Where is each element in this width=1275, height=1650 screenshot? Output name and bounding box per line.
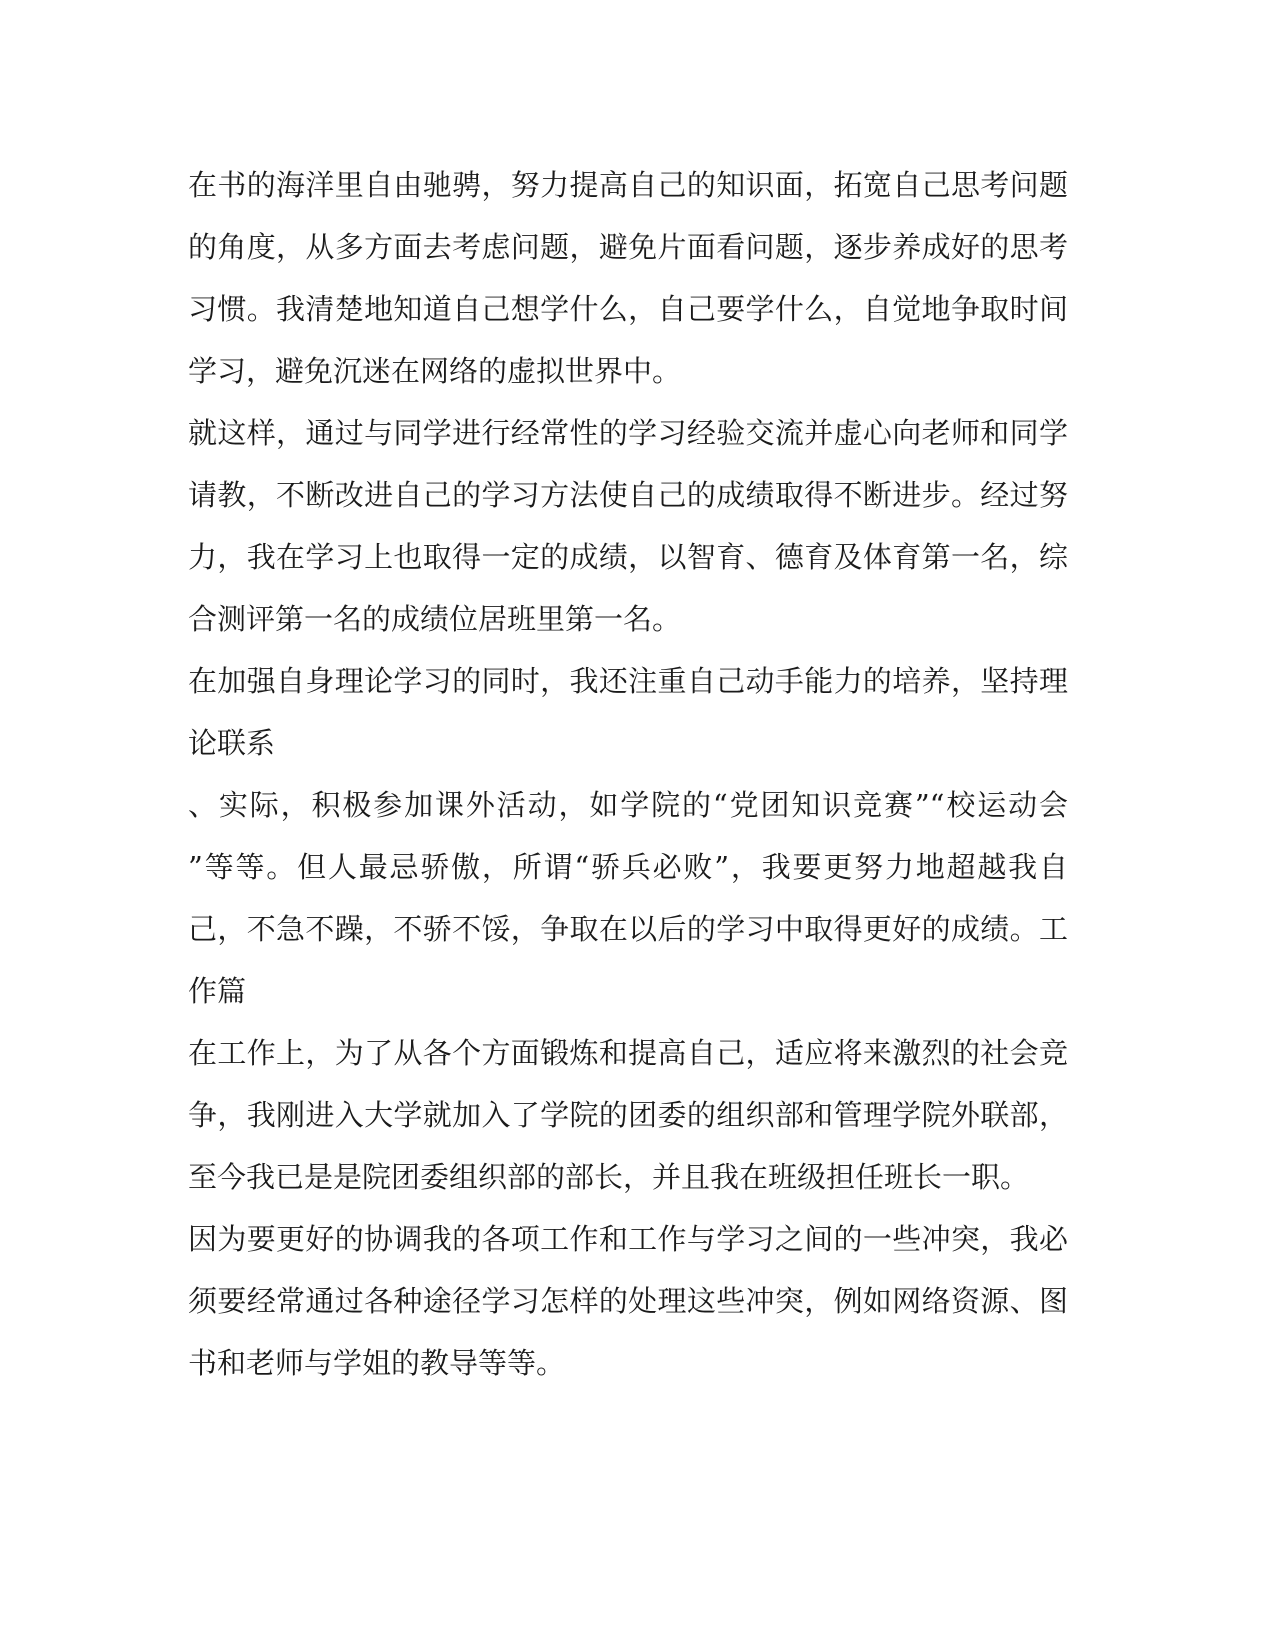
text-line: 须要经常通过各种途径学习怎样的处理这些冲突，例如网络资源、图	[188, 1284, 1068, 1318]
text-line: 习惯。我清楚地知道自己想学什么，自己要学什么，自觉地争取时间	[188, 292, 1068, 326]
text-line: 在加强自身理论学习的同时，我还注重自己动手能力的培养，坚持理	[188, 664, 1068, 698]
text-line: 因为要更好的协调我的各项工作和工作与学习之间的一些冲突，我必	[188, 1222, 1068, 1256]
text-line: 的角度，从多方面去考虑问题，避免片面看问题，逐步养成好的思考	[188, 230, 1068, 264]
text-line: 作篇	[188, 974, 247, 1008]
text-line: 力，我在学习上也取得一定的成绩，以智育、德育及体育第一名，综	[188, 540, 1068, 574]
text-line: 己，不急不躁，不骄不馁，争取在以后的学习中取得更好的成绩。工	[188, 912, 1068, 946]
text-line: 在书的海洋里自由驰骋，努力提高自己的知识面，拓宽自己思考问题	[188, 168, 1068, 202]
text-line: 争，我刚进入大学就加入了学院的团委的组织部和管理学院外联部，	[188, 1098, 1068, 1132]
text-line: 学习，避免沉迷在网络的虚拟世界中。	[188, 354, 682, 388]
text-line: 、实际，积极参加课外活动，如学院的“党团知识竞赛”“校运动会	[188, 788, 1068, 822]
text-line: 论联系	[188, 726, 276, 760]
text-line: 书和老师与学姐的教导等等。	[188, 1346, 566, 1380]
text-line: ”等等。但人最忌骄傲，所谓“骄兵必败”，我要更努力地超越我自	[188, 850, 1068, 884]
text-line: 至今我已是是院团委组织部的部长，并且我在班级担任班长一职。	[188, 1160, 1030, 1194]
text-line: 就这样，通过与同学进行经常性的学习经验交流并虚心向老师和同学	[188, 416, 1068, 450]
text-line: 合测评第一名的成绩位居班里第一名。	[188, 602, 682, 636]
text-line: 在工作上，为了从各个方面锻炼和提高自己，适应将来激烈的社会竞	[188, 1036, 1068, 1070]
text-line: 请教，不断改进自己的学习方法使自己的成绩取得不断进步。经过努	[188, 478, 1068, 512]
